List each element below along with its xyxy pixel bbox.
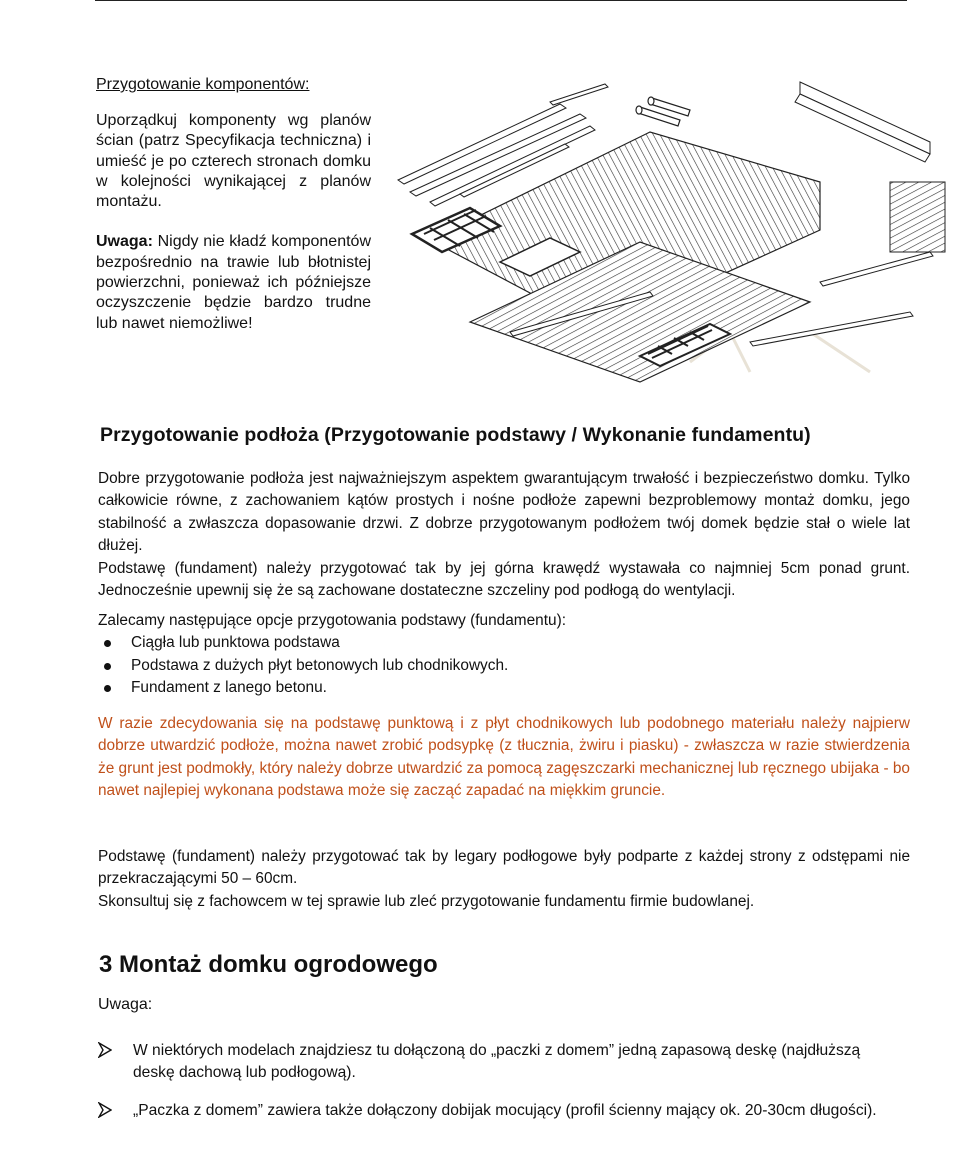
warning-paragraph: W razie zdecydowania się na podstawę punktową i z płyt chodnikowych lub podobnego materiału należy najpierw dobrze utwardzić podłoże, można nawet zrobić podsypkę (z tłucznia, żwiru i piasku) - zwłaszcza w razie stwierdzenia że grunt jest podmokły, który należy dobrze utwardzić za pomocą zagęszczarki mechanicznej lub ręcznego ubijaka - bo nawet najlepiej wykonana podstawa może się zacząć zapadać na miękkim gruncie. [98, 715, 910, 800]
section-title: Przygotowanie komponentów: [96, 76, 310, 93]
bullet-dot-icon [104, 640, 111, 647]
foundation-paragraph-1: Dobre przygotowanie podłoża jest najważniejszym aspektem gwarantującym trwałość i bezpieczeństwo domku. Tylko całkowicie równe, z zachowaniem kątów prostych i nośne podłoże zapewni bezproblemowy montaż domku, jego stabilność a zwłaszcza dopasowanie drzwi. Z dobrze przygotowanym podłożem twój domek będzie stał o wiele lat dłużej. [98, 470, 910, 555]
options-block [98, 610, 910, 700]
bullet-dot-icon [104, 685, 111, 692]
warning-text: Nigdy nie kładź komponentów bezpośrednio na trawie lub błotnistej powierzchni, ponieważ ich późniejsze oczyszczenie będzie bardzo trudne lub nawet niemożliwe! [96, 233, 371, 332]
header-rule [95, 0, 907, 1]
list-item: Podstawa z dużych płyt betonowych lub chodnikowych. [98, 655, 910, 677]
components-illustration [390, 62, 950, 402]
intro-text [96, 111, 371, 334]
foundation-body [98, 468, 910, 558]
list-item: Ciągła lub punktowa podstawa [98, 632, 910, 654]
arrow-bullet-icon [98, 1042, 112, 1058]
support-block [98, 846, 910, 913]
foundation-body-2 [98, 558, 910, 603]
bullet-dot-icon [104, 663, 111, 670]
options-intro: Zalecamy następujące opcje przygotowania podstawy (fundamentu): [98, 612, 566, 629]
note-item: W niektórych modelach znajdziesz tu dołączoną do „paczki z domem” jedną zapasową deskę (najdłuższą deskę dachową lub podłogową). [98, 1040, 878, 1083]
intro-warning [96, 232, 371, 333]
note-item: „Paczka z domem” zawiera także dołączony dobijak mocujący (profil ścienny mający ok. 20-30cm długości). [98, 1100, 878, 1122]
consult-paragraph: Skonsultuj się z fachowcem w tej sprawie lub zleć przygotowanie fundamentu firmie budowlanej. [98, 892, 755, 910]
arrow-bullet-icon [98, 1102, 112, 1118]
list-item: Fundament z lanego betonu. [98, 677, 910, 699]
intro-paragraph: Uporządkuj komponenty wg planów ścian (patrz Specyfikacja techniczna) i umieść je po czterech stronach domku w kolejności wynikającej z planów montażu. [96, 112, 371, 211]
foundation-heading: Przygotowanie podłoża (Przygotowanie podstawy / Wykonanie fundamentu) [100, 424, 811, 446]
options-list [98, 632, 910, 699]
support-paragraph: Podstawę (fundament) należy przygotować tak by legary podłogowe były podparte z każdej strony z odstępami nie przekraczającymi 50 – 60cm. [98, 848, 910, 888]
assembly-note-label: Uwaga: [98, 996, 153, 1013]
foundation-paragraph-2: Podstawę (fundament) należy przygotować tak by jej górna krawędź wystawała co najmniej 5cm ponad grunt. Jednocześnie upewnij się że są zachowane dostateczne szczeliny pod podłogą do wentylacji. [98, 560, 910, 600]
assembly-heading: 3 Montaż domku ogrodowego [99, 951, 438, 978]
warning-label: Uwaga: [96, 233, 153, 251]
warning-block [98, 713, 910, 803]
